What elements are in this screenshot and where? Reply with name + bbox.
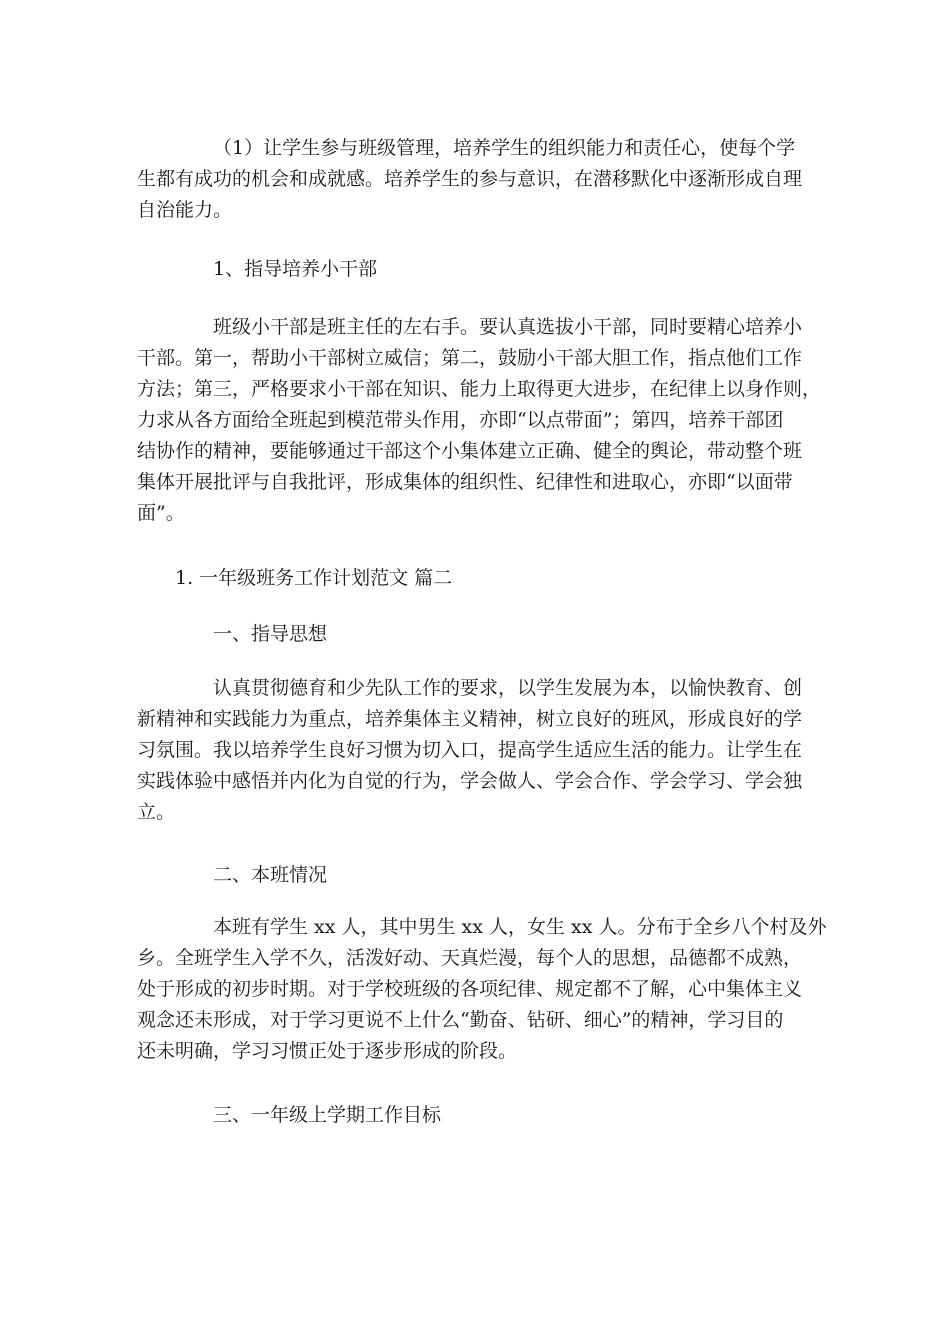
paragraph-line: 自治能力。 [137,199,233,221]
paragraph-line: 结协作的精神，要能够通过干部这个小集体建立正确、健全的舆论，带动整个班 [137,440,803,462]
paragraph-line: 习氛围。我以培养学生良好习惯为切入口，提高学生适应生活的能力。让学生在 [137,739,803,761]
heading-semester-goals: 三、一年级上学期工作目标 [213,1104,442,1126]
heading-class-situation: 二、本班情况 [213,864,328,886]
paragraph-line: 方法；第三，严格要求小干部在知识、能力上取得更大进步，在纪律上以身作则， [137,378,822,400]
paragraph-line: 观念还未形成，对于学习更说不上什么“勤奋、钻研、细心”的精神，学习目的 [137,1009,784,1031]
paragraph-line: 干部。第一，帮助小干部树立威信；第二，鼓励小干部大胆工作，指点他们工作 [137,347,803,369]
paragraph-line: 实践体验中感悟并内化为自觉的行为，学会做人、学会合作、学会学习、学会独 [137,770,803,792]
paragraph-line: 认真贯彻德育和少先队工作的要求，以学生发展为本，以愉快教育、创 [213,677,803,699]
paragraph-line: （1）让学生参与班级管理，培养学生的组织能力和责任心，使每个学 [213,137,796,159]
paragraph-line: 集体开展批评与自我批评，形成集体的组织性、纪律性和进取心，亦即“以面带 [137,471,793,493]
paragraph-class-management [137,133,817,226]
paragraph-line: 本班有学生 xx 人，其中男生 xx 人，女生 xx 人。分布于全乡八个村及外 [213,916,827,938]
paragraph-line: 立。 [137,801,176,823]
paragraph-line: 处于形成的初步时期。对于学校班级的各项纪律、规定都不了解，心中集体主义 [137,978,803,1000]
heading-plan-part-two: 1. 一年级班务工作计划范文 篇二 [175,567,453,589]
paragraph-cadres [137,312,822,529]
paragraph-class-situation [137,912,827,1067]
paragraph-line: 乡。全班学生入学不久，活泼好动、天真烂漫，每个人的思想，品德都不成熟， [137,947,803,969]
paragraph-line: 面”。 [137,502,185,524]
paragraph-line: 力求从各方面给全班起到模范带头作用，亦即“以点带面”；第四，培养干部团 [137,409,784,431]
paragraph-line: 还未明确，学习习惯正处于逐步形成的阶段。 [137,1040,518,1062]
paragraph-line: 新精神和实践能力为重点，培养集体主义精神，树立良好的班风，形成良好的学 [137,708,803,730]
paragraph-line: 生都有成功的机会和成就感。培养学生的参与意识，在潜移默化中逐渐形成自理 [137,168,803,190]
heading-guide-cadres: 1、指导培养小干部 [213,258,378,280]
paragraph-guiding-thought [137,673,817,828]
heading-guiding-thought: 一、指导思想 [213,623,328,645]
paragraph-line: 班级小干部是班主任的左右手。要认真选拔小干部，同时要精心培养小 [213,316,803,338]
